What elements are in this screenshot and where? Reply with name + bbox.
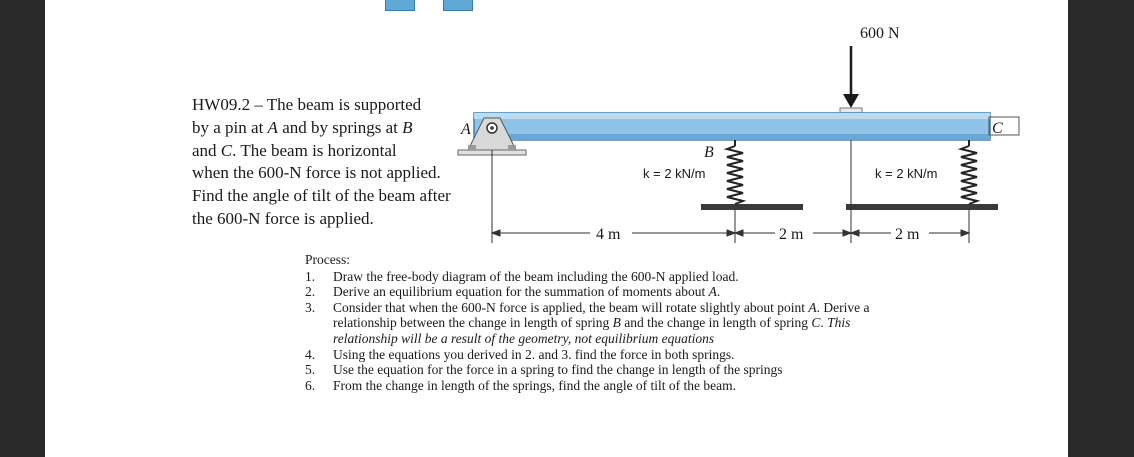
- dim-AB-label: 4 m: [596, 226, 621, 243]
- process-step: 2. Derive an equilibrium equation for the summation of moments about A.: [305, 284, 721, 300]
- process-step: 6. From the change in length of the springs, find the angle of tilt of the beam.: [305, 377, 737, 393]
- process-title: Process:: [305, 252, 350, 267]
- problem-rest: when the 600-N force is not applied. Find the angle of tilt of the beam after the 600-N force is applied.: [192, 163, 451, 228]
- beam: [474, 113, 990, 140]
- point-B-label: B: [704, 144, 714, 161]
- process-step: 3. Consider that when the 600-N force is applied, the beam will rotate slightly about point A. Derive a relationship between the change in length of spring B and the change in length of spring C. This relationship will be a result of the geometry, not equilibrium equations: [305, 299, 870, 346]
- force-label: 600 N: [860, 25, 900, 42]
- problem-line-2: by a pin at A and by springs at B: [192, 117, 413, 137]
- dim-B-load-label: 2 m: [779, 226, 804, 243]
- problem-line-3: and C. The beam is horizontal: [192, 140, 397, 160]
- spring-B-stiffness: k = 2 kN/m: [643, 166, 706, 181]
- process-step: 5. Use the equation for the force in a spring to find the change in length of the springs: [305, 362, 783, 378]
- spring-B-icon: [701, 140, 803, 210]
- point-C-label: C: [992, 120, 1003, 137]
- force-arrow-icon: [843, 46, 859, 108]
- spring-C-stiffness: k = 2 kN/m: [875, 166, 938, 181]
- point-A-label: A: [461, 121, 471, 138]
- process-step: 4. Using the equations you derived in 2. and 3. find the force in both springs.: [305, 346, 735, 362]
- process-steps: [305, 269, 905, 394]
- process-section: [305, 252, 905, 393]
- problem-line-1: HW09.2 – The beam is supported: [192, 95, 422, 114]
- process-step: 1. Draw the free-body diagram of the beam including the 600-N applied load.: [305, 268, 739, 284]
- dim-load-C-label: 2 m: [895, 226, 920, 243]
